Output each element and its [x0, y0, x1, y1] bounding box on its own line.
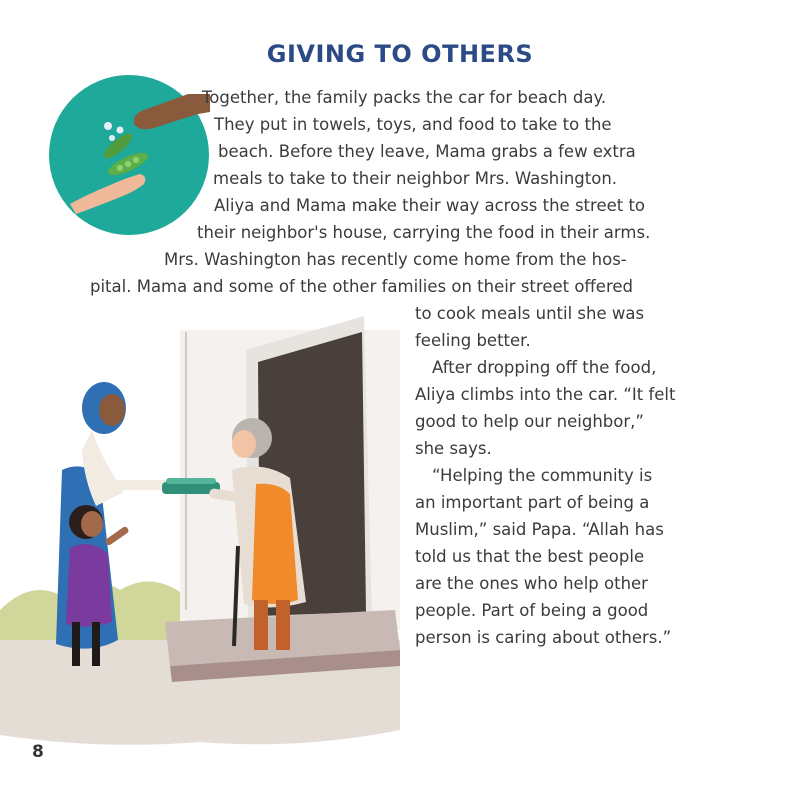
doorstep-illustration [0, 310, 400, 750]
body-line: Muslim,” said Papa. “Allah has [415, 520, 664, 539]
body-line: meals to take to their neighbor Mrs. Washington. [213, 169, 618, 188]
body-line: she says. [415, 439, 492, 458]
body-line: pital. Mama and some of the other families on their street offered [90, 277, 634, 296]
page-title: GIVING TO OTHERS [266, 40, 534, 68]
body-line: Mrs. Washington has recently come home from the hos- [164, 250, 627, 269]
body-line: After dropping off the food, [432, 358, 657, 377]
body-line: to cook meals until she was [415, 304, 645, 323]
body-line: are the ones who help other [415, 574, 648, 593]
body-line: good to help our neighbor,” [415, 412, 644, 431]
body-line: “Helping the community is [432, 466, 653, 485]
body-line: beach. Before they leave, Mama grabs a few extra [218, 142, 636, 161]
body-line: their neighbor's house, carrying the food in their arms. [197, 223, 651, 242]
body-line: Aliya climbs into the car. “It felt [415, 385, 676, 404]
body-line: Together, the family packs the car for beach day. [202, 88, 607, 107]
body-line: person is caring about others.” [415, 628, 672, 647]
body-line: told us that the best people [415, 547, 645, 566]
body-line: They put in towels, toys, and food to take to the [214, 115, 612, 134]
body-line: an important part of being a [415, 493, 650, 512]
body-line: feeling better. [415, 331, 531, 350]
body-line: Aliya and Mama make their way across the street to [214, 196, 646, 215]
hands-sharing-food-icon [48, 74, 210, 236]
page-number: 8 [32, 742, 44, 762]
body-line: people. Part of being a good [415, 601, 649, 620]
